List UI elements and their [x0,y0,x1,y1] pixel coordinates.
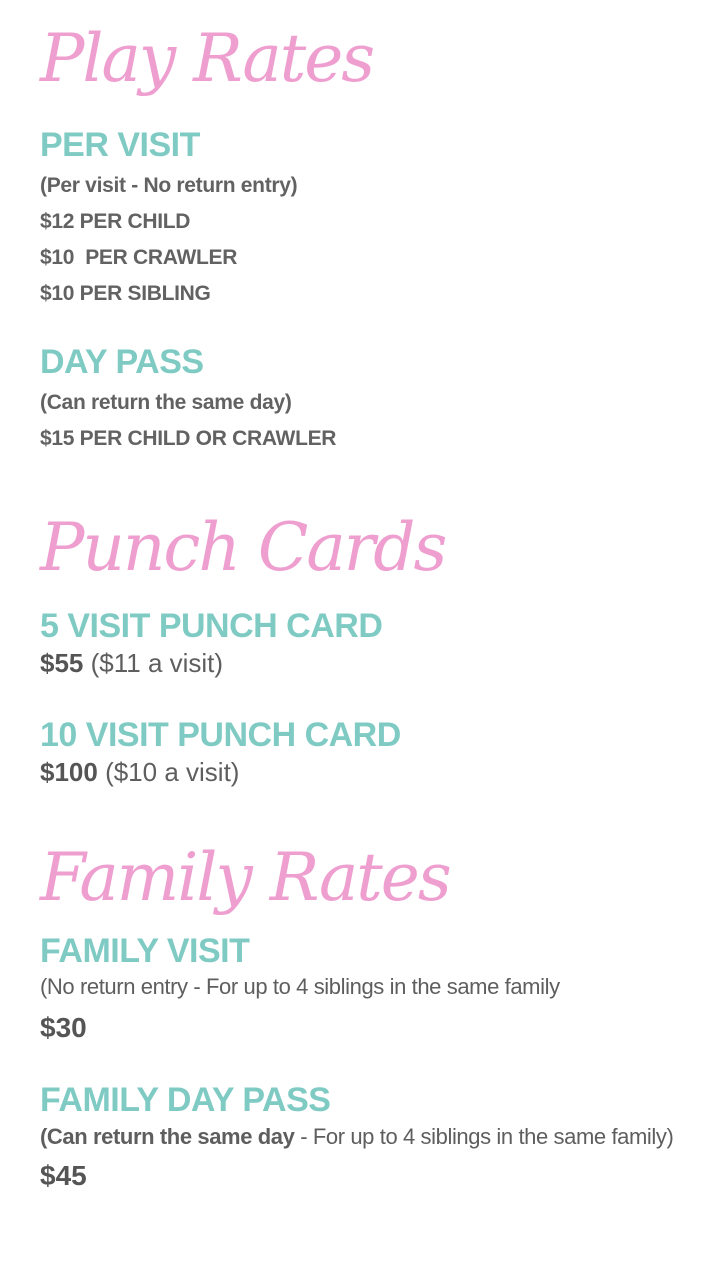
family-day-pass-note-bold: (Can return the same day [40,1124,295,1149]
five-visit-heading: 5 VISIT PUNCH CARD [40,607,383,645]
family-day-pass-heading: FAMILY DAY PASS [40,1081,331,1119]
family-visit-price: $30 [40,1012,87,1043]
family-day-pass-price: $45 [40,1160,87,1191]
ten-visit-rate: ($10 a visit) [97,757,240,787]
family-rates-title: Family Rates [40,839,450,916]
per-visit-sibling-price: $10 PER SIBLING [40,282,211,305]
family-visit-note: (No return entry - For up to 4 siblings in the same family [40,974,560,999]
day-pass-price: $15 PER CHILD OR CRAWLER [40,427,337,450]
per-visit-note: (Per visit - No return entry) [40,174,298,197]
family-visit-heading: FAMILY VISIT [40,932,250,970]
per-visit-heading: PER VISIT [40,126,200,164]
family-day-pass-note [40,1126,673,1148]
day-pass-heading: DAY PASS [40,343,204,381]
ten-visit-price-line [40,759,239,785]
ten-visit-heading: 10 VISIT PUNCH CARD [40,716,401,754]
five-visit-rate: ($11 a visit) [83,648,224,678]
day-pass-note: (Can return the same day) [40,391,292,414]
family-day-pass-note-rest: - For up to 4 siblings in the same family) [294,1124,674,1149]
per-visit-crawler-price: $10 PER CRAWLER [40,246,238,269]
punch-cards-title: Punch Cards [40,509,446,586]
five-visit-price-line [40,650,223,676]
five-visit-price: $55 [40,648,84,678]
ten-visit-price: $100 [40,757,98,787]
per-visit-child-price: $12 PER CHILD [40,210,191,233]
play-rates-title: Play Rates [40,20,374,97]
